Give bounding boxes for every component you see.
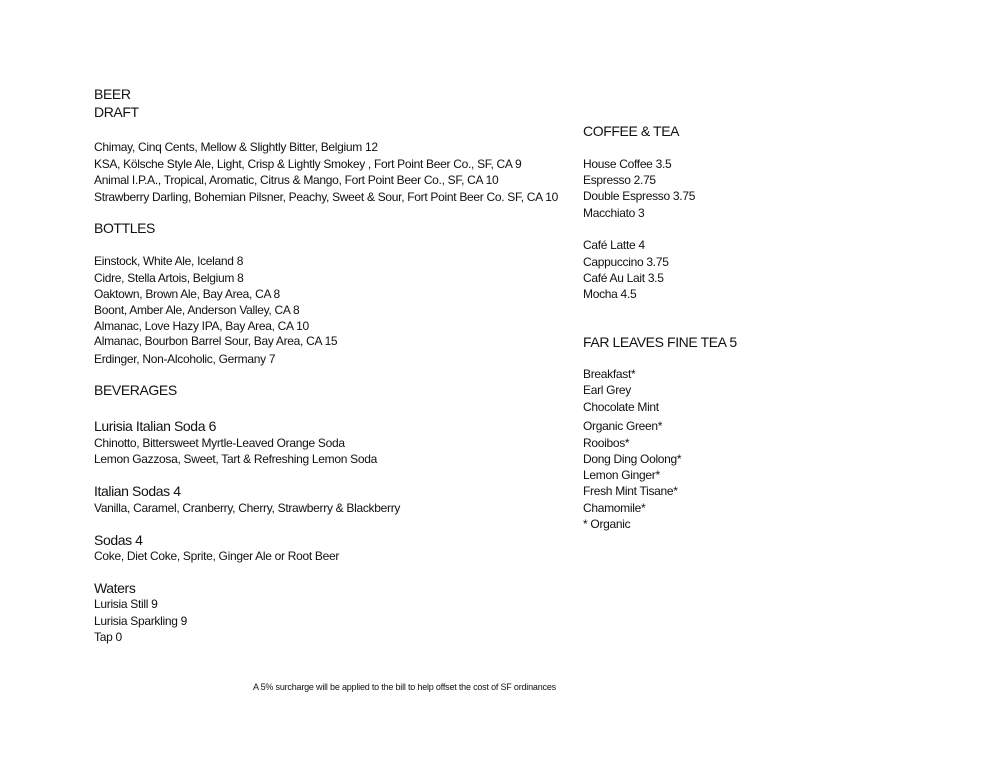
menu-item: Erdinger, Non-Alcoholic, Germany 7 [94,352,276,366]
menu-item: Cappuccino 3.75 [583,255,669,269]
menu-item: Vanilla, Caramel, Cranberry, Cherry, Strawberry & Blackberry [94,501,401,515]
menu-item: Lemon Ginger* [583,468,660,482]
menu-item: Strawberry Darling, Bohemian Pilsner, Peachy, Sweet & Sour, Fort Point Beer Co. SF, CA 10 [94,190,558,204]
draft-heading: DRAFT [94,104,139,120]
menu-item: Breakfast* [583,367,636,381]
menu-item: Tap 0 [94,630,122,644]
menu-item: Café Latte 4 [583,238,645,252]
menu-item: Chocolate Mint [583,400,659,414]
fine-tea-heading: FAR LEAVES FINE TEA 5 [583,334,737,350]
menu-item: Earl Grey [583,383,631,397]
menu-item: Café Au Lait 3.5 [583,271,664,285]
menu-item: Lemon Gazzosa, Sweet, Tart & Refreshing Lemon Soda [94,452,377,466]
sodas-heading: Sodas 4 [94,532,143,548]
menu-item: Fresh Mint Tisane* [583,484,678,498]
menu-item: Organic Green* [583,419,663,433]
menu-item: Almanac, Bourbon Barrel Sour, Bay Area, CA 15 [94,334,338,348]
menu-item: Rooibos* [583,436,630,450]
menu-item: KSA, Kölsche Style Ale, Light, Crisp & Lightly Smokey , Fort Point Beer Co., SF, CA 9 [94,157,522,171]
menu-item: Dong Ding Oolong* [583,452,682,466]
menu-item: Lurisia Still 9 [94,597,158,611]
menu-item: Chinotto, Bittersweet Myrtle-Leaved Orange Soda [94,436,345,450]
menu-item: Almanac, Love Hazy IPA, Bay Area, CA 10 [94,319,309,333]
beverages-heading: BEVERAGES [94,382,177,398]
waters-heading: Waters [94,580,136,596]
lurisia-soda-heading: Lurisia Italian Soda 6 [94,418,216,434]
menu-item: Espresso 2.75 [583,173,656,187]
menu-item: Lurisia Sparkling 9 [94,614,188,628]
menu-item: Animal I.P.A., Tropical, Aromatic, Citrus & Mango, Fort Point Beer Co., SF, CA 10 [94,173,499,187]
menu-item: Einstock, White Ale, Iceland 8 [94,254,244,268]
menu-item: Mocha 4.5 [583,287,637,301]
menu-item: Chamomile* [583,501,646,515]
beer-heading: BEER [94,86,131,102]
menu-item: Chimay, Cinq Cents, Mellow & Slightly Bitter, Belgium 12 [94,140,378,154]
menu-item: Cidre, Stella Artois, Belgium 8 [94,271,244,285]
organic-footnote: * Organic [583,517,631,531]
coffee-tea-heading: COFFEE & TEA [583,123,680,139]
menu-item: Macchiato 3 [583,206,645,220]
surcharge-note: A 5% surcharge will be applied to the bill to help offset the cost of SF ordinances [253,682,556,692]
italian-sodas-heading: Italian Sodas 4 [94,483,181,499]
menu-item: Double Espresso 3.75 [583,189,696,203]
menu-item: House Coffee 3.5 [583,157,672,171]
bottles-heading: BOTTLES [94,220,155,236]
menu-item: Boont, Amber Ale, Anderson Valley, CA 8 [94,303,300,317]
menu-item: Coke, Diet Coke, Sprite, Ginger Ale or Root Beer [94,549,340,563]
menu-item: Oaktown, Brown Ale, Bay Area, CA 8 [94,287,280,301]
